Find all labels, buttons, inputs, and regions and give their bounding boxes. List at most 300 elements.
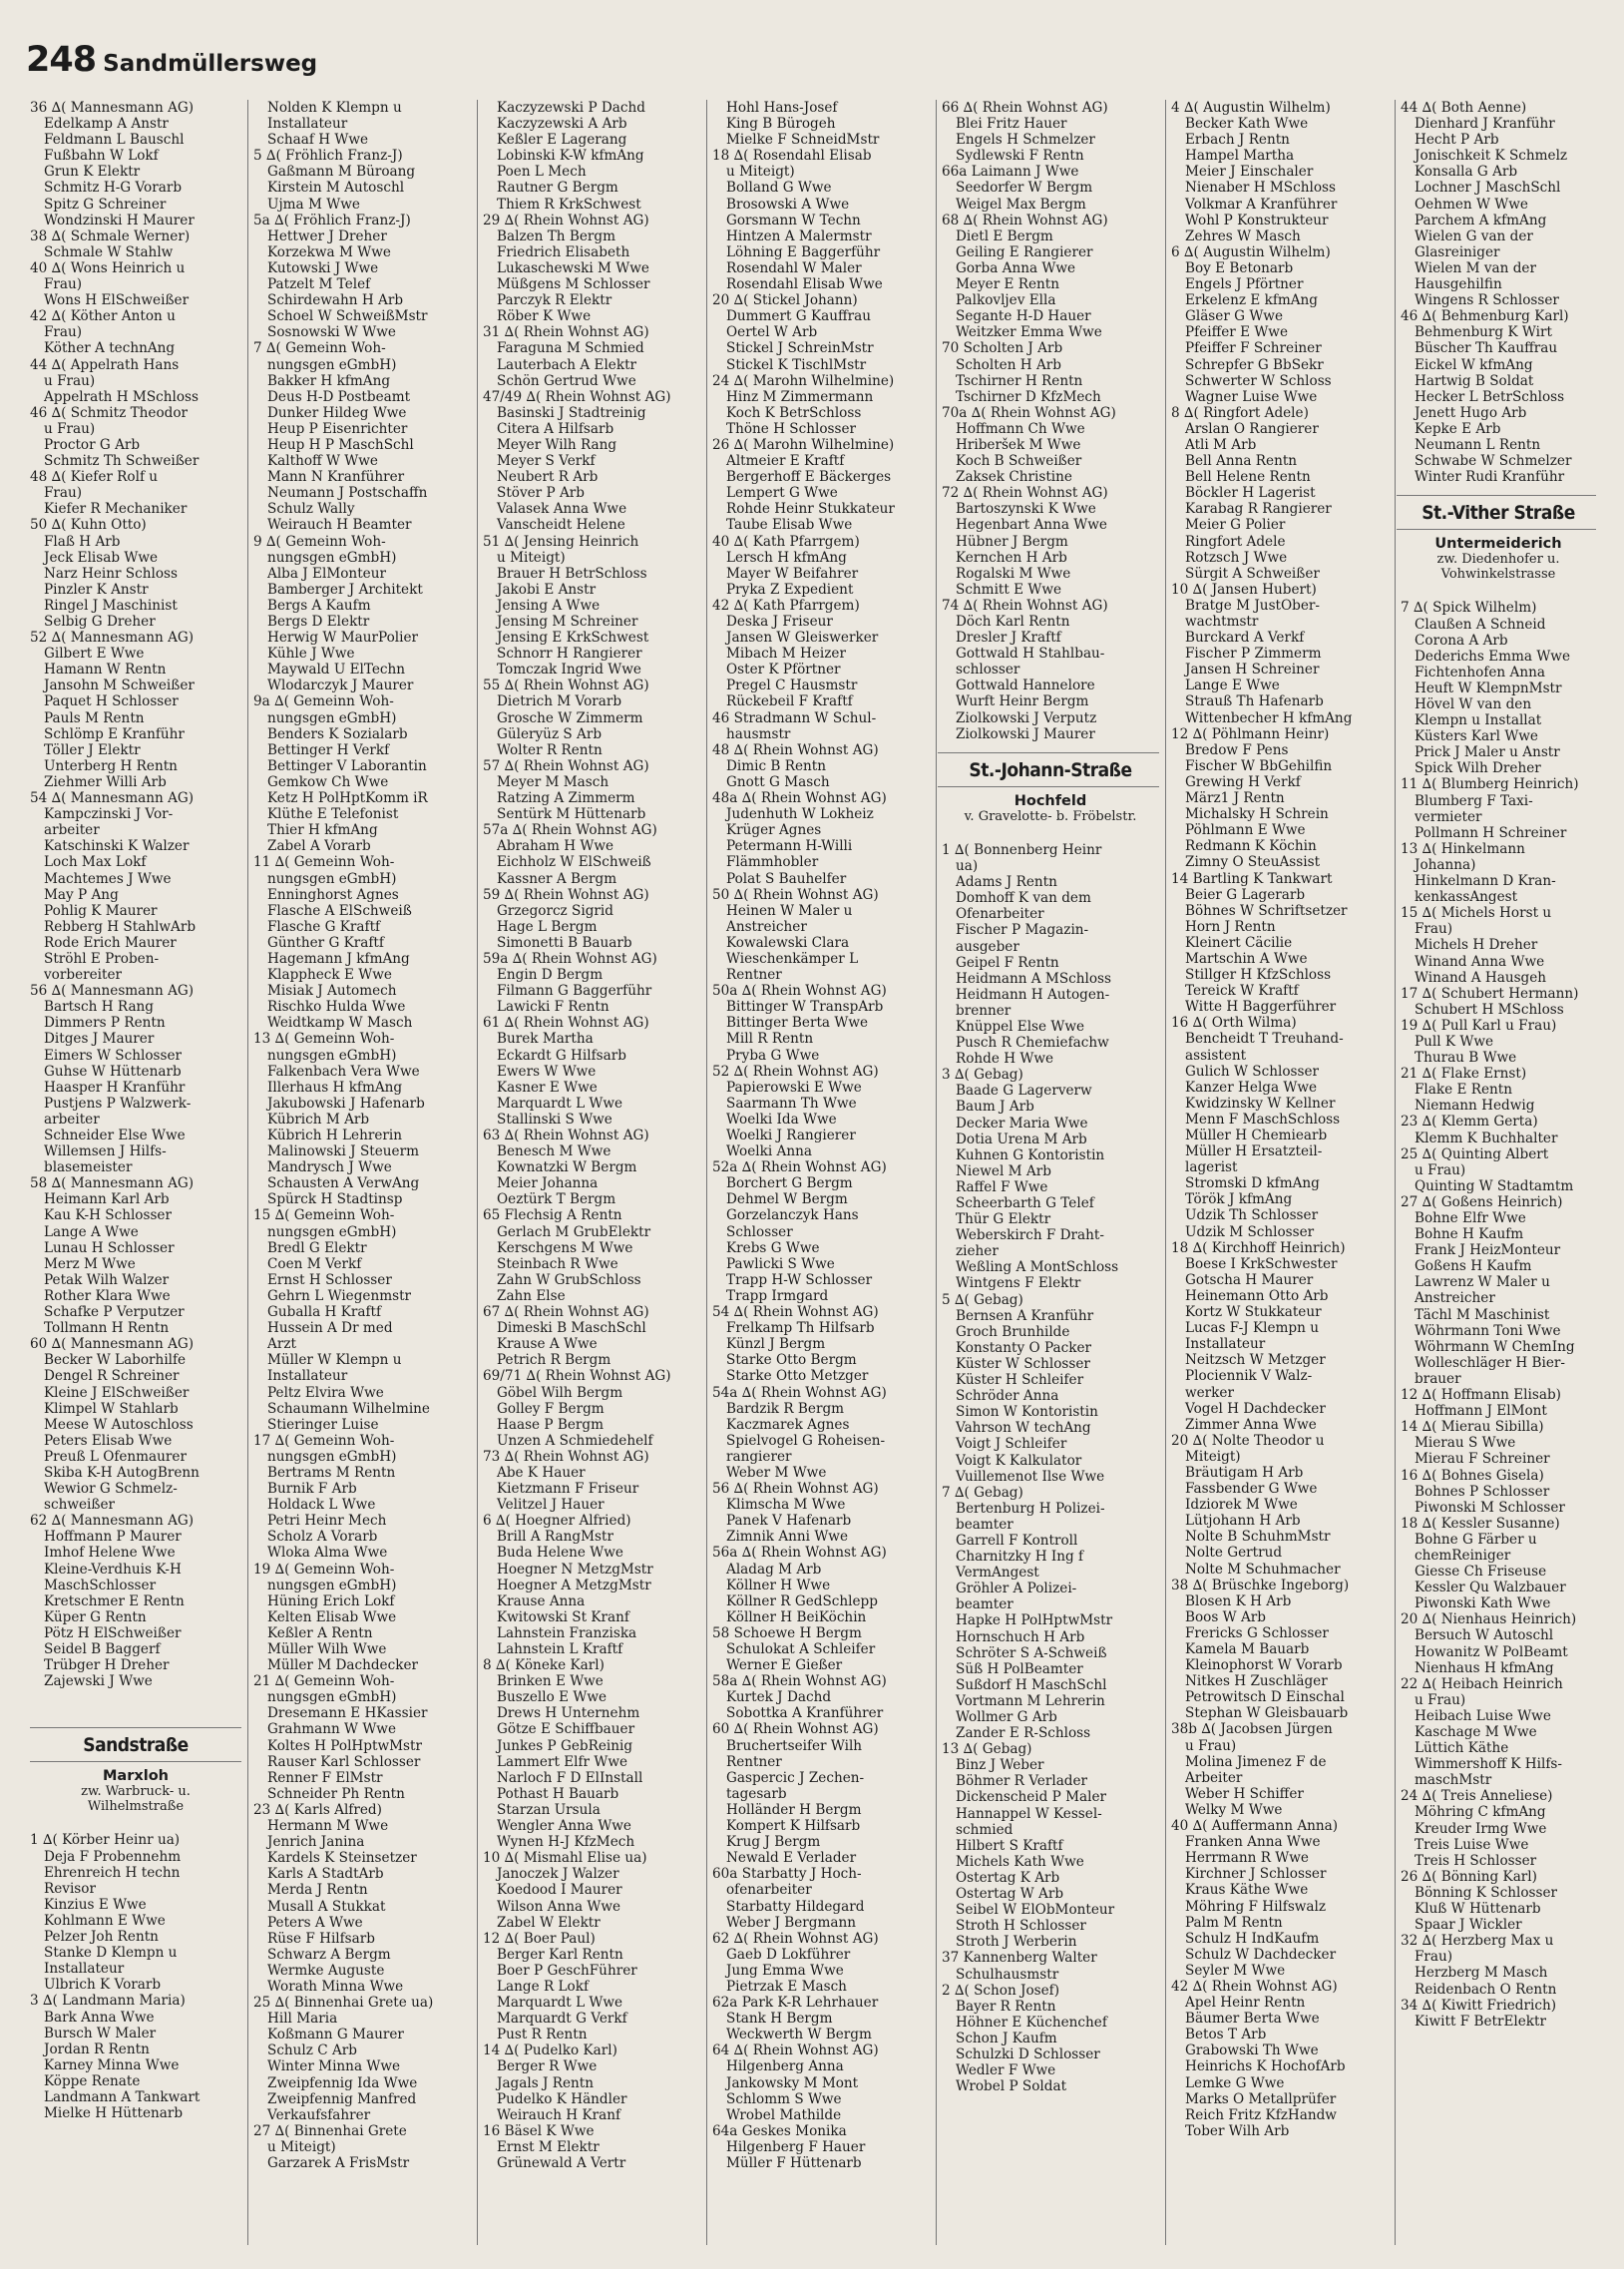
resident-entry: Katschinski K Walzer	[44, 838, 190, 855]
resident-entry: Neumann J Postschaffn	[267, 485, 428, 502]
resident-entry: Paquet H Schlosser	[44, 693, 179, 710]
resident-entry: Aladag M Arb	[726, 1561, 822, 1578]
resident-entry: Karls A StadtArb	[267, 1866, 384, 1883]
resident-entry: Landmann A Tankwart	[44, 2088, 201, 2105]
resident-entry: Bolland G Wwe	[726, 180, 832, 197]
resident-entry: Installateur	[267, 116, 348, 133]
house-entry: 65 Flechsig A Rentn	[483, 1207, 622, 1224]
resident-entry: Meyer S Verkf	[497, 453, 596, 470]
resident-entry: Gotscha H Maurer	[1185, 1271, 1314, 1288]
resident-entry: Bamberger J Architekt	[267, 581, 423, 598]
resident-entry: Heinen W Maler u	[726, 902, 853, 919]
resident-entry: Michalsky H Schrein	[1185, 806, 1329, 823]
resident-entry: nungsgen eGmbH)	[267, 1577, 397, 1593]
directory-columns	[30, 100, 1596, 2245]
resident-entry: Flasche A ElSchweiß	[267, 902, 412, 919]
resident-entry: Meyer M Masch	[497, 773, 609, 790]
resident-entry: Eichholz W ElSchweiß	[497, 854, 651, 871]
resident-entry: Nolden K Klempn u	[267, 100, 402, 116]
resident-entry: May P Ang	[44, 886, 119, 903]
resident-entry: Kanzer Helga Wwe	[1185, 1079, 1318, 1096]
resident-entry: Stickel J SchreinMstr	[726, 340, 874, 357]
resident-entry: Pfeiffer E Wwe	[1185, 324, 1288, 341]
house-entry: 32 ∆( Herzberg Max u	[1401, 1933, 1554, 1950]
resident-entry: Bratge M JustOber-	[1185, 597, 1320, 614]
resident-entry: Heimann Karl Arb	[44, 1191, 170, 1208]
resident-entry: u Frau)	[1185, 1737, 1237, 1754]
resident-entry: Benders K Sozialarb	[267, 725, 408, 742]
house-entry: 67 ∆( Rhein Wohnst AG)	[483, 1304, 649, 1321]
resident-entry: Schausten A VerwAng	[267, 1175, 420, 1192]
resident-entry: Bayer R Rentn	[956, 1998, 1056, 2015]
resident-entry: Hussein A Dr med	[267, 1320, 393, 1337]
resident-entry: brenner	[956, 1002, 1012, 1019]
resident-entry: Koedood I Maurer	[497, 1882, 622, 1899]
resident-entry: Ziolkowski J Verputz	[956, 709, 1097, 726]
resident-entry: Wolleschläger H Bier-	[1415, 1354, 1565, 1371]
resident-entry: Benesch M Wwe	[497, 1143, 611, 1160]
resident-entry: Jakubowski J Hafenarb	[267, 1095, 425, 1112]
resident-entry: Installateur	[267, 1368, 348, 1385]
resident-entry: Weber J Bergmann	[726, 1914, 856, 1931]
resident-entry: Schnorr H Rangierer	[497, 646, 642, 663]
resident-entry: Woelki J Rangierer	[726, 1128, 856, 1143]
resident-entry: blasemeister	[44, 1159, 133, 1176]
resident-entry: Jensing A Wwe	[497, 597, 601, 614]
resident-entry: Lawrenz W Maler u	[1415, 1274, 1550, 1291]
house-entry: 64a Geskes Monika	[712, 2122, 847, 2139]
resident-entry: nungsgen eGmbH)	[267, 870, 397, 887]
house-entry: 26 ∆( Bönning Karl)	[1401, 1868, 1537, 1885]
resident-entry: Hriberšek M Wwe	[956, 436, 1081, 453]
resident-entry: Redmann K Köchin	[1185, 838, 1317, 855]
resident-entry: Dresemann E HKassier	[267, 1705, 428, 1722]
resident-entry: Kurtek J Dachd	[726, 1689, 832, 1706]
house-entry: 58 Schoewe H Bergm	[712, 1624, 862, 1641]
resident-entry: Vuillemenot Ilse Wwe	[956, 1468, 1105, 1485]
resident-entry: Boese I KrkSchwester	[1185, 1255, 1338, 1272]
resident-entry: Coen M Verkf	[267, 1255, 362, 1272]
resident-entry: Nolte Gertrud	[1185, 1545, 1283, 1562]
resident-entry: Kleinophorst W Vorarb	[1185, 1657, 1343, 1674]
resident-entry: Velitzel J Hauer	[497, 1497, 605, 1514]
resident-entry: Misiak J Automech	[267, 983, 397, 1000]
resident-entry: Wloka Alma Wwe	[267, 1545, 388, 1562]
resident-entry: Heinemann Otto Arb	[1185, 1287, 1329, 1304]
resident-entry: Dummert G Kauffrau	[726, 308, 871, 325]
resident-entry: Zweipfennig Ida Wwe	[267, 2074, 418, 2091]
resident-entry: Vogel H Dachdecker	[1185, 1400, 1326, 1417]
resident-entry: Künzl J Bergm	[726, 1336, 826, 1353]
house-entry: 24 ∆( Marohn Wilhelmine)	[712, 372, 895, 389]
resident-entry: Seyler M Wwe	[1185, 1962, 1286, 1979]
resident-entry: Bohne H Kaufm	[1415, 1226, 1524, 1243]
resident-entry: Hinz M Zimmermann	[726, 388, 874, 405]
resident-entry: Voigt K Kalkulator	[956, 1452, 1082, 1469]
resident-entry: Bittinger W TranspArb	[726, 999, 884, 1016]
resident-entry: Pryba G Wwe	[726, 1047, 820, 1064]
resident-entry: Kleine J ElSchweißer	[44, 1384, 190, 1401]
resident-entry: Hagemann J kfmAng	[267, 950, 410, 967]
house-entry: 31 ∆( Rhein Wohnst AG)	[483, 324, 649, 341]
resident-entry: Grünewald A Vertr	[497, 2155, 626, 2171]
column-2	[247, 100, 471, 2245]
resident-entry: Zimmer Anna Wwe	[1185, 1416, 1317, 1433]
house-entry: 16 ∆( Orth Wilma)	[1171, 1015, 1297, 1032]
resident-entry: Mayer W Beifahrer	[726, 565, 859, 582]
resident-entry: u Frau)	[1415, 1691, 1466, 1708]
resident-entry: Dimic B Rentn	[726, 757, 826, 774]
resident-entry: Hill Maria	[267, 2011, 338, 2028]
resident-entry: Feldmann L Bauschl	[44, 132, 185, 149]
resident-entry: Grahmann W Wwe	[267, 1721, 396, 1738]
resident-entry: Wurft Heinr Bergm	[956, 693, 1089, 710]
resident-entry: Arslan O Rangierer	[1185, 420, 1319, 437]
resident-entry: Rosendahl Elisab Wwe	[726, 276, 883, 293]
resident-entry: Bruchertseifer Wilh	[726, 1737, 863, 1754]
resident-entry: Karney Minna Wwe	[44, 2056, 180, 2073]
house-entry: 11 ∆( Gemeinn Woh-	[253, 854, 395, 871]
resident-entry: Hoffmann Ch Wwe	[956, 420, 1085, 437]
resident-entry: Valasek Anna Wwe	[497, 501, 627, 518]
resident-entry: Rohde Heinr Stukkateur	[726, 501, 895, 518]
resident-entry: Frelkamp Th Hilfsarb	[726, 1320, 875, 1337]
resident-entry: Herzberg M Masch	[1415, 1965, 1548, 1982]
resident-entry: Weidtkamp W Masch	[267, 1015, 413, 1032]
resident-entry: Thiem R KrkSchwest	[497, 196, 641, 213]
resident-entry: Peltz Elvira Wwe	[267, 1384, 384, 1401]
resident-entry: Starbatty Hildegard	[726, 1898, 865, 1915]
resident-entry: Bernsen A Kranführ	[956, 1307, 1094, 1324]
resident-entry: Brill A RangMstr	[497, 1529, 613, 1546]
house-entry: 8 ∆( Ringfort Adele)	[1171, 404, 1309, 421]
resident-entry: Wieschenkämper L	[726, 950, 859, 967]
resident-entry: Sydlewski F Rentn	[956, 148, 1084, 165]
resident-entry: Werner E Gießer	[726, 1657, 843, 1674]
resident-entry: Schwerter W Schloss	[1185, 372, 1332, 389]
resident-entry: Klüthe E Telefonist	[267, 806, 399, 823]
resident-entry: MaschSchlosser	[44, 1577, 157, 1593]
resident-entry: Bakker H kfmAng	[267, 372, 391, 389]
resident-entry: Kaczmarek Agnes	[726, 1416, 850, 1433]
resident-entry: lagerist	[1185, 1159, 1238, 1176]
resident-entry: nungsgen eGmbH)	[267, 1223, 397, 1240]
resident-entry: Heup P Eisenrichter	[267, 420, 408, 437]
resident-entry: Kiwitt F BetrElektr	[1415, 2013, 1546, 2030]
house-entry: 13 ∆( Hinkelmann	[1401, 840, 1525, 857]
house-entry: 68 ∆( Rhein Wohnst AG)	[942, 212, 1108, 228]
resident-entry: Hartwig B Soldat	[1415, 372, 1534, 389]
resident-entry: Kretschmer E Rentn	[44, 1592, 185, 1609]
resident-entry: Malinowski J Steuerm	[267, 1143, 419, 1160]
resident-entry: Zander E R-Schloss	[956, 1725, 1091, 1742]
house-entry: 13 ∆( Gemeinn Woh-	[253, 1031, 395, 1048]
resident-entry: Böhnes W Schriftsetzer	[1185, 902, 1348, 919]
resident-entry: Heuft W KlempnMstr	[1415, 680, 1562, 696]
resident-entry: Heibach Luise Wwe	[1415, 1707, 1551, 1724]
resident-entry: Pothast H Bauarb	[497, 1785, 619, 1802]
resident-entry: Kalthoff W Wwe	[267, 453, 378, 470]
resident-entry: Böckler H Lagerist	[1185, 485, 1316, 502]
house-entry: 7 ∆( Gebag)	[942, 1484, 1023, 1501]
resident-entry: Hecker L BetrSchloss	[1415, 388, 1565, 405]
resident-entry: Flaß H Arb	[44, 533, 121, 550]
house-entry: 42 ∆( Köther Anton u	[30, 308, 176, 325]
resident-entry: Wielen G van der	[1415, 227, 1533, 244]
resident-entry: Kraus Käthe Wwe	[1185, 1882, 1309, 1899]
resident-entry: Keßler E Lagerang	[497, 132, 627, 149]
resident-entry: Kepke E Arb	[1415, 420, 1501, 437]
resident-entry: Appelrath H MSchloss	[44, 388, 200, 405]
column-7	[1395, 100, 1596, 2245]
resident-entry: Deus H-D Postbeamt	[267, 388, 411, 405]
resident-entry: Holländer H Bergm	[726, 1801, 862, 1818]
resident-entry: Trapp Irmgard	[726, 1287, 829, 1304]
resident-entry: Müßgens M Schlosser	[497, 276, 650, 293]
resident-entry: Herrmann R Wwe	[1185, 1850, 1309, 1867]
resident-entry: Fußbahn W Lokf	[44, 148, 159, 165]
resident-entry: Kreuder Irmg Wwe	[1415, 1820, 1547, 1837]
resident-entry: Palm M Rentn	[1185, 1914, 1283, 1931]
house-entry: 37 Kannenberg Walter	[942, 1950, 1097, 1967]
resident-entry: Schoel W SchweißMstr	[267, 308, 428, 325]
resident-entry: Kohlmann E Wwe	[44, 1912, 166, 1929]
resident-entry: Weber H Schiffer	[1185, 1785, 1304, 1802]
resident-entry: Meier G Polier	[1185, 517, 1286, 534]
resident-entry: Stank H Bergm	[726, 2011, 833, 2028]
resident-entry: wachtmstr	[1185, 614, 1259, 630]
resident-entry: Kwitowski St Kranf	[497, 1608, 629, 1625]
resident-entry: Mill R Rentn	[726, 1031, 814, 1048]
resident-entry: Palkovljev Ella	[956, 292, 1056, 309]
resident-entry: Kwidzinsky W Kellner	[1185, 1095, 1336, 1112]
resident-entry: Scheerbarth G Telef	[956, 1195, 1094, 1211]
resident-entry: Strauß Th Hafenarb	[1185, 693, 1324, 710]
resident-entry: Skiba K-H AutogBrenn	[44, 1464, 200, 1481]
resident-entry: Wrobel Mathilde	[726, 2106, 842, 2123]
house-entry: 57a ∆( Rhein Wohnst AG)	[483, 822, 657, 839]
house-entry: 12 ∆( Boer Paul)	[483, 1930, 596, 1947]
resident-entry: Pietrzak E Masch	[726, 1978, 847, 1995]
house-entry: 26 ∆( Marohn Wilhelmine)	[712, 436, 895, 453]
resident-entry: Kamela M Bauarb	[1185, 1641, 1310, 1657]
resident-entry: Installateur	[1185, 1336, 1266, 1353]
resident-entry: Frericks G Schlosser	[1185, 1624, 1329, 1641]
resident-entry: Anstreicher	[1415, 1290, 1495, 1307]
resident-entry: Garzarek A FrisMstr	[267, 2155, 410, 2171]
resident-entry: Haase P Bergm	[497, 1416, 604, 1433]
resident-entry: Klimpel W Stahlarb	[44, 1400, 179, 1417]
street-heading-st-johann-strasse: St.-Johann-Straße	[938, 752, 1159, 787]
resident-entry: Beier G Lagerarb	[1185, 886, 1306, 903]
resident-entry: Hoegner N MetzgMstr	[497, 1561, 653, 1578]
resident-entry: schmied	[956, 1821, 1014, 1838]
resident-entry: nungsgen eGmbH)	[267, 1689, 397, 1706]
resident-entry: Guballa H Kraftf	[267, 1304, 382, 1321]
resident-entry: Seibel W ElObMonteur	[956, 1902, 1115, 1919]
resident-entry: Alba J ElMonteur	[267, 565, 386, 582]
resident-entry: Schulz Wally	[267, 501, 355, 518]
resident-entry: Nolte M Schuhmacher	[1185, 1561, 1341, 1578]
resident-entry: Enninghorst Agnes	[267, 886, 399, 903]
resident-entry: Zahn Else	[497, 1287, 566, 1304]
resident-entry: Gerlach M GrubElektr	[497, 1223, 651, 1240]
resident-entry: Engin D Bergm	[497, 967, 604, 984]
house-entry: 42 ∆( Rhein Wohnst AG)	[1171, 1978, 1338, 1995]
resident-entry: Küster W Schlosser	[956, 1355, 1090, 1372]
resident-entry: Michels H Dreher	[1415, 937, 1538, 954]
resident-entry: Wohl P Konstrukteur	[1185, 212, 1329, 228]
resident-entry: Seedorfer W Bergm	[956, 180, 1093, 197]
resident-entry: Schröter S A-Schweiß	[956, 1644, 1107, 1661]
resident-entry: Altmeier E Kraftf	[726, 453, 845, 470]
resident-entry: arbeiter	[44, 1111, 100, 1128]
resident-entry: Bursch W Maler	[44, 2025, 157, 2042]
resident-entry: Heidmann H Autogen-	[956, 986, 1110, 1003]
resident-entry: Bohne G Färber u	[1415, 1531, 1537, 1548]
resident-entry: Wielen M van der	[1415, 259, 1536, 276]
resident-entry: Geiling E Rangierer	[956, 243, 1093, 260]
house-entry: 18 ∆( Kirchhoff Heinrich)	[1171, 1239, 1346, 1256]
resident-entry: Merda J Rentn	[267, 1882, 368, 1899]
resident-entry: Jenrich Janina	[267, 1834, 365, 1851]
resident-entry: Thöne H Schlosser	[726, 420, 857, 437]
resident-entry: Wollmer G Arb	[956, 1709, 1057, 1725]
resident-entry: Stöver P Arb	[497, 485, 585, 502]
resident-entry: Hinkelmann D Kran-	[1415, 873, 1556, 890]
resident-entry: Nienaber H MSchloss	[1185, 180, 1336, 197]
resident-entry: Büscher Th Kauffrau	[1415, 340, 1558, 357]
resident-entry: Wagner Luise Wwe	[1185, 388, 1318, 405]
resident-entry: Zabel W Elektr	[497, 1914, 601, 1931]
resident-entry: schweißer	[44, 1497, 115, 1514]
resident-entry: Meyer E Rentn	[956, 276, 1060, 293]
resident-entry: Wengler Anna Wwe	[497, 1818, 631, 1835]
house-entry: 19 ∆( Pull Karl u Frau)	[1401, 1017, 1557, 1034]
house-entry: 22 ∆( Heibach Heinrich	[1401, 1675, 1563, 1692]
resident-entry: Scholz A Vorarb	[267, 1529, 378, 1546]
resident-entry: Karabag R Rangierer	[1185, 501, 1332, 518]
resident-entry: Günther G Kraftf	[267, 934, 384, 951]
house-entry: 9a ∆( Gemeinn Woh-	[253, 693, 394, 710]
house-entry: 11 ∆( Blumberg Heinrich)	[1401, 776, 1579, 793]
resident-entry: Gröhler A Polizei-	[956, 1581, 1077, 1597]
resident-entry: Kluß W Hüttenarb	[1415, 1901, 1541, 1918]
resident-entry: März1 J Rentn	[1185, 790, 1285, 807]
resident-entry: Kaczyzewski P Dachd	[497, 100, 645, 116]
resident-entry: Berger Karl Rentn	[497, 1946, 623, 1963]
resident-entry: Ewers W Wwe	[497, 1063, 597, 1080]
house-entry: 60 ∆( Rhein Wohnst AG)	[712, 1721, 879, 1738]
resident-entry: Welky M Wwe	[1185, 1801, 1283, 1818]
resident-entry: Herwig W MaurPolier	[267, 630, 418, 647]
resident-entry: Stieringer Luise	[267, 1416, 379, 1433]
resident-entry: Rüse F Hilfsarb	[267, 1930, 375, 1947]
house-entry: 46 ∆( Behmenburg Karl)	[1401, 308, 1569, 325]
resident-entry: Unzen A Schmiedehelf	[497, 1432, 653, 1449]
house-entry: 6 ∆( Augustin Wilhelm)	[1171, 243, 1331, 260]
resident-entry: Mierau F Schreiner	[1415, 1451, 1550, 1468]
house-entry: 34 ∆( Kiwitt Friedrich)	[1401, 1997, 1557, 2014]
resident-entry: Johanna)	[1415, 856, 1476, 873]
resident-entry: Berger R Wwe	[497, 2058, 598, 2075]
resident-entry: Spitz G Schreiner	[44, 196, 167, 213]
resident-entry: Holdack L Wwe	[267, 1497, 376, 1514]
resident-entry: Schmitz H-G Vorarb	[44, 180, 183, 197]
house-entry: 56 ∆( Mannesmann AG)	[30, 983, 195, 1000]
resident-entry: Stroth J Werberin	[956, 1934, 1077, 1951]
resident-entry: Klimscha M Wwe	[726, 1497, 846, 1514]
resident-entry: ua)	[956, 858, 979, 875]
resident-entry: Segante H-D Hauer	[956, 308, 1091, 325]
house-entry: 62a Park K-R Lehrhauer	[712, 1995, 879, 2012]
entry-list	[942, 842, 1159, 2094]
resident-entry: Fichtenhofen Anna	[1415, 664, 1545, 681]
resident-entry: Worath Minna Wwe	[267, 1978, 404, 1995]
resident-entry: Gaeb D Lokführer	[726, 1946, 851, 1963]
resident-entry: Dehmel W Bergm	[726, 1191, 848, 1208]
resident-entry: Hoffmann J ElMont	[1415, 1403, 1547, 1420]
resident-entry: Molina Jimenez F de	[1185, 1753, 1327, 1770]
house-entry: 54a ∆( Rhein Wohnst AG)	[712, 1384, 887, 1401]
resident-entry: Schulhausmstr	[956, 1966, 1059, 1983]
resident-entry: Schaumann Wilhelmine	[267, 1400, 430, 1417]
column-4	[706, 100, 930, 2245]
resident-entry: Hermann M Wwe	[267, 1818, 389, 1835]
resident-entry: Reidenbach O Rentn	[1415, 1981, 1557, 1998]
resident-entry: Koltes H PolHptwMstr	[267, 1737, 422, 1754]
house-entry: 16 ∆( Bohnes Gisela)	[1401, 1467, 1544, 1484]
resident-entry: Hövel W van den	[1415, 696, 1532, 712]
resident-entry: Schön Gertrud Wwe	[497, 372, 636, 389]
resident-entry: Becker Kath Wwe	[1185, 116, 1309, 133]
resident-entry: Citera A Hilfsarb	[497, 420, 614, 437]
resident-entry: u Miteigt)	[726, 164, 795, 181]
resident-entry: Jankowsky M Mont	[726, 2074, 859, 2091]
resident-entry: Weckwerth W Bergm	[726, 2027, 872, 2043]
resident-entry: Lange E Wwe	[1185, 678, 1280, 694]
resident-entry: Zahn W GrubSchloss	[497, 1271, 641, 1288]
entry-list	[1401, 600, 1596, 2029]
resident-entry: Bräutigam H Arb	[1185, 1464, 1304, 1481]
resident-entry: Kampczinski J Vor-	[44, 806, 174, 823]
resident-entry: Spürck H Stadtinsp	[267, 1191, 403, 1208]
resident-entry: Eckardt G Hilfsarb	[497, 1047, 626, 1064]
house-entry: 14 ∆( Mierau Sibilla)	[1401, 1419, 1544, 1436]
resident-entry: Winand A Hausgeh	[1415, 969, 1547, 986]
resident-entry: Süß H PolBeamter	[956, 1660, 1083, 1677]
resident-entry: Grosche W Zimmerm	[497, 709, 643, 726]
resident-entry: Charnitzky H Ing f	[956, 1549, 1084, 1566]
resident-entry: Mandrysch J Wwe	[267, 1159, 392, 1176]
house-entry: 47/49 ∆( Rhein Wohnst AG)	[483, 388, 671, 405]
house-entry: 50 ∆( Kuhn Otto)	[30, 517, 147, 534]
resident-entry: Klempn u Installat	[1415, 712, 1542, 729]
resident-entry: Stephan W Gleisbauarb	[1185, 1705, 1349, 1722]
house-entry: 36 ∆( Mannesmann AG)	[30, 100, 195, 116]
resident-entry: Ujma M Wwe	[267, 196, 360, 213]
house-entry: 6 ∆( Hoegner Alfried)	[483, 1513, 631, 1530]
resident-entry: Blumberg F Taxi-	[1415, 792, 1533, 809]
resident-entry: Machtemes J Wwe	[44, 870, 172, 887]
column-6	[1165, 100, 1389, 2245]
resident-entry: Sußdorf H MaschSchl	[956, 1676, 1107, 1693]
resident-entry: Göbel Wilh Bergm	[497, 1384, 623, 1401]
house-entry: 50a ∆( Rhein Wohnst AG)	[712, 983, 887, 1000]
resident-entry: Domhoff K van dem	[956, 890, 1091, 907]
resident-entry: Pinzler K Anstr	[44, 581, 149, 598]
house-entry: 38b ∆( Jacobsen Jürgen	[1171, 1721, 1333, 1738]
